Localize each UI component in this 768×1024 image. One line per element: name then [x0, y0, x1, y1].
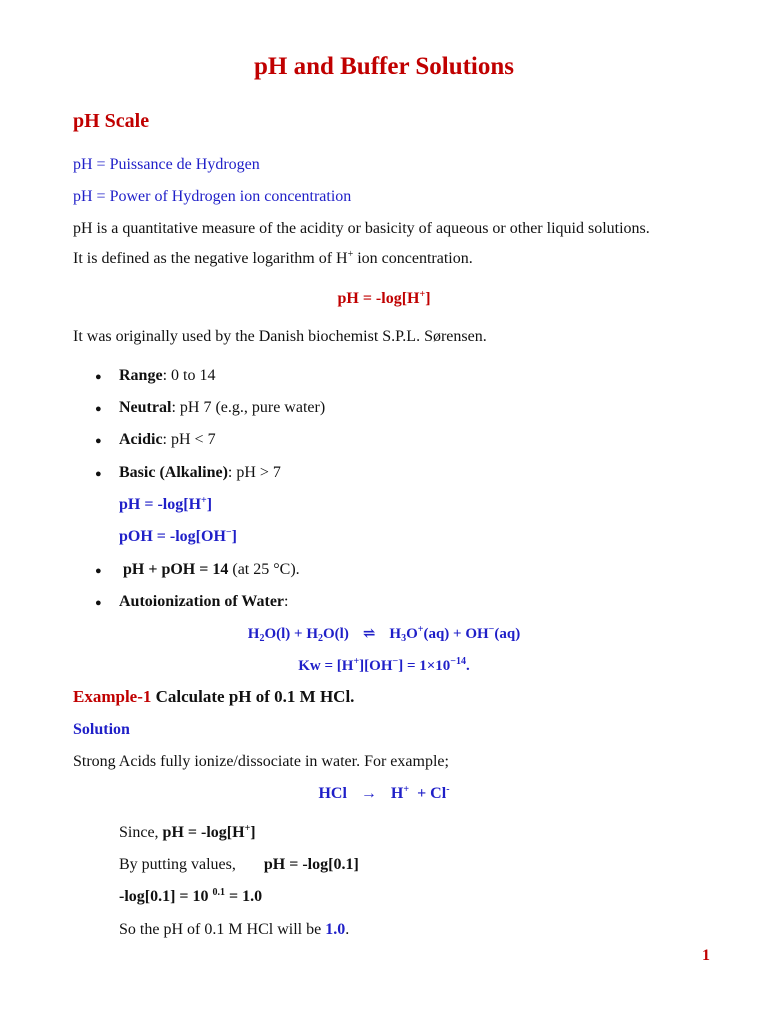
solution-step-1: [119, 823, 256, 843]
superscript: +: [403, 784, 410, 795]
bullet-acidic: [119, 430, 216, 450]
eq-part: O: [406, 626, 418, 642]
superscript: +: [353, 656, 360, 667]
eq-part: + Cl: [417, 785, 447, 802]
bullet-range: [119, 366, 215, 386]
bullet-text: : pH < 7: [162, 431, 216, 448]
superscript: −: [488, 624, 495, 635]
step-text: By putting values,: [119, 856, 236, 873]
bullet-marker: ●: [95, 468, 102, 480]
ph-formula: [119, 495, 212, 515]
superscript: +: [419, 289, 426, 300]
step-text: So the pH of 0.1 M HCl will be: [119, 921, 326, 938]
section-heading: pH Scale: [73, 110, 150, 132]
equilibrium-arrow-icon: ⇌: [362, 626, 376, 642]
eq-part: H: [247, 626, 260, 642]
superscript: +: [201, 495, 207, 506]
example-heading: [73, 687, 354, 707]
eq-part: Kw = [H: [298, 658, 354, 674]
intro-line-2: [73, 249, 473, 269]
superscript: −14: [450, 656, 466, 667]
eq-part: (aq) + OH: [423, 626, 489, 642]
eq-part: O(l): [323, 626, 349, 642]
bullet-marker: ●: [95, 403, 102, 415]
solution-heading: Solution: [73, 721, 130, 738]
kw-equation: [0, 656, 768, 676]
step-text: Since,: [119, 824, 163, 841]
intro-line-1: pH is a quantitative measure of the acidity or basicity of aqueous or other liquid solutions.: [73, 220, 650, 237]
bullet-autoionization: [119, 592, 288, 612]
example-label: Example-1: [73, 687, 152, 706]
definition-english: pH = Power of Hydrogen ion concentration: [73, 188, 352, 205]
superscript: 0.1: [212, 887, 226, 898]
formula-end: ]: [231, 528, 237, 545]
eq-part: (aq): [494, 626, 521, 642]
water-equation: [0, 624, 768, 644]
eq-part: HCl: [318, 785, 347, 802]
intro-text: It is defined as the negative logarithm of H: [73, 250, 348, 267]
subscript: 2: [259, 633, 265, 644]
bullet-text: (at 25 °C).: [228, 561, 300, 578]
main-formula: [0, 289, 768, 309]
superscript: −: [392, 656, 399, 667]
step-formula-end: = 1.0: [225, 888, 263, 905]
eq-part: .: [466, 658, 470, 674]
superscript: +: [417, 624, 424, 635]
solution-step-3: [119, 887, 262, 907]
page-title: pH and Buffer Solutions: [253, 53, 515, 80]
bullet-text: : pH 7 (e.g., pure water): [171, 399, 326, 416]
bullet-text: : 0 to 14: [162, 367, 216, 384]
history-note: It was originally used by the Danish biochemist S.P.L. Sørensen.: [73, 328, 487, 345]
bullet-marker: ●: [95, 371, 102, 383]
subscript: 2: [318, 633, 323, 644]
step-formula: pH = -log[0.1]: [263, 856, 359, 873]
hcl-reaction: [0, 784, 768, 804]
poh-formula: [119, 527, 237, 547]
solution-step-2: [119, 855, 359, 875]
bullet-term: Autoionization of Water: [119, 593, 285, 610]
answer-value: 1.0: [325, 921, 346, 938]
bullet-text: :: [284, 593, 289, 610]
bullet-sum: [123, 560, 300, 580]
bullet-neutral: [119, 398, 325, 418]
step-text-end: .: [345, 921, 350, 938]
step-formula: pH = -log[H: [162, 824, 245, 841]
bullet-term: pH + pOH = 14: [123, 561, 229, 578]
step-formula: -log[0.1] = 10: [119, 888, 213, 905]
eq-part: O(l) + H: [264, 626, 318, 642]
formula-text: pOH = -log[OH: [119, 528, 226, 545]
bullet-marker: ●: [95, 597, 102, 609]
bullet-marker: ●: [95, 435, 102, 447]
intro-text-end: ion concentration.: [353, 250, 473, 267]
eq-part: H: [389, 626, 402, 642]
formula-text: pH = -log[H: [337, 290, 420, 307]
definition-french: pH = Puissance de Hydrogen: [73, 156, 260, 173]
formula-end: ]: [206, 496, 213, 513]
bullet-term: Neutral: [119, 399, 172, 416]
bullet-term: Range: [119, 367, 163, 384]
eq-part: ][OH: [359, 658, 393, 674]
formula-text: pH = -log[H: [119, 496, 202, 513]
bullet-term: Acidic: [119, 431, 163, 448]
example-question: Calculate pH of 0.1 M HCl.: [151, 687, 355, 706]
eq-part: H: [390, 785, 404, 802]
superscript: −: [225, 527, 232, 538]
page-number: 1: [702, 947, 710, 964]
superscript: +: [347, 249, 354, 260]
solution-step-4: [119, 920, 349, 940]
step-formula-end: ]: [250, 824, 256, 841]
solution-statement: Strong Acids fully ionize/dissociate in water. For example;: [73, 753, 449, 770]
eq-part: ] = 1×10: [398, 658, 451, 674]
bullet-text: : pH > 7: [227, 464, 281, 481]
bullet-marker: ●: [95, 565, 102, 577]
formula-end: ]: [425, 290, 431, 307]
superscript: -: [446, 784, 450, 795]
reaction-arrow-icon: →: [360, 785, 377, 802]
subscript: 3: [401, 633, 407, 644]
bullet-basic: [119, 463, 281, 483]
bullet-term: Basic (Alkaline): [119, 464, 228, 481]
superscript: +: [244, 823, 251, 834]
